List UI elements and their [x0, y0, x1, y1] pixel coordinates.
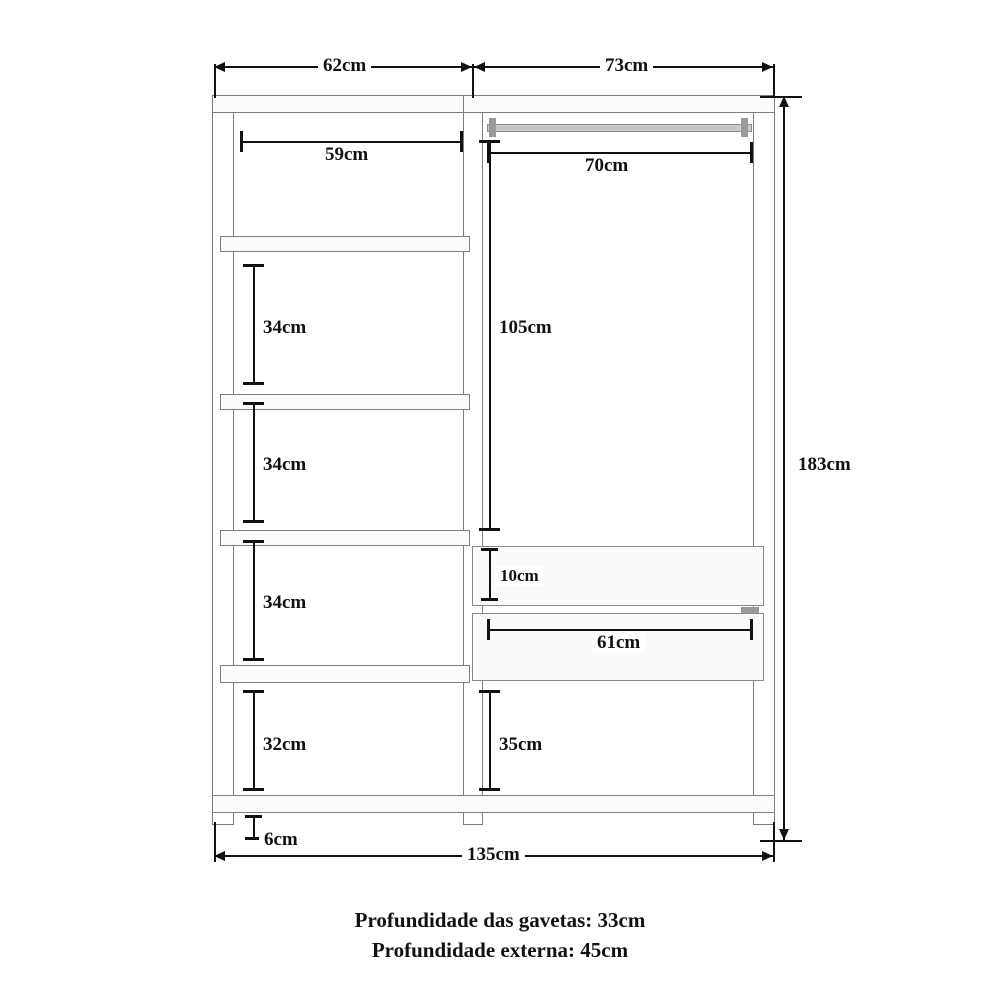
rod-support-left-icon	[489, 118, 496, 137]
dim-line-32	[253, 690, 255, 790]
tick-34-1-bottom	[243, 382, 264, 385]
tick-61-left	[487, 619, 490, 640]
label-bottom-gap-right: 35cm	[494, 735, 547, 755]
dim-line-34-3	[253, 540, 255, 660]
tick-34-3-bottom	[243, 658, 264, 661]
tick-59-right	[460, 131, 463, 152]
tick-35-bottom	[479, 788, 500, 791]
dim-line-34-1	[253, 264, 255, 384]
rod-support-right-icon	[741, 118, 748, 137]
shelf-left-3	[220, 530, 470, 546]
tick-61-right	[750, 619, 753, 640]
panel-center-divider	[463, 95, 483, 825]
dim-line-105	[489, 140, 491, 530]
label-shelf-gap-3: 34cm	[258, 593, 311, 613]
dim-line-70	[487, 152, 752, 154]
tick-6-top	[245, 815, 262, 818]
label-right-rod-inner-width: 70cm	[580, 156, 633, 176]
label-right-module-width: 73cm	[600, 56, 653, 76]
panel-right-upright	[753, 95, 775, 825]
shelf-top-right	[463, 95, 775, 113]
label-left-shelf-inner-width: 59cm	[320, 145, 373, 165]
caption-drawer-depth: Profundidade das gavetas: 33cm	[354, 908, 646, 932]
dim-line-183	[783, 96, 785, 840]
caption-external-depth: Profundidade externa: 45cm	[371, 938, 629, 962]
label-total-width: 135cm	[462, 845, 525, 865]
tick-70-right	[750, 142, 753, 163]
hanging-rod	[487, 124, 752, 132]
label-total-height: 183cm	[793, 455, 856, 475]
arrow-183-bottom-icon	[779, 829, 789, 840]
label-shelf-gap-2: 34cm	[258, 455, 311, 475]
shelf-bottom	[212, 795, 775, 813]
arrow-135-left-icon	[214, 851, 225, 861]
shelf-top-left	[212, 95, 483, 113]
tick-34-2-bottom	[243, 520, 264, 523]
shelf-left-1	[220, 236, 470, 252]
ext-line-width-right	[773, 822, 775, 862]
label-drawer-width: 61cm	[592, 633, 645, 653]
ext-line-height-bottom	[760, 840, 802, 842]
dim-line-10	[489, 548, 491, 600]
dim-line-34-2	[253, 402, 255, 522]
tick-10-top	[481, 548, 498, 551]
tick-59-left	[240, 131, 243, 152]
label-left-module-width: 62cm	[318, 56, 371, 76]
label-bottom-gap-left: 32cm	[258, 735, 311, 755]
dim-line-61	[487, 629, 752, 631]
arrow-135-right-icon	[762, 851, 773, 861]
tick-105-bottom	[479, 528, 500, 531]
arrow-62-right-icon	[461, 62, 472, 72]
dim-line-59	[240, 141, 462, 143]
tick-34-2-top	[243, 402, 264, 405]
tick-35-top	[479, 690, 500, 693]
tick-105-top	[479, 140, 500, 143]
tick-10-bottom	[481, 598, 498, 601]
tick-34-1-top	[243, 264, 264, 267]
shelf-left-4	[220, 665, 470, 683]
arrow-73-right-icon	[762, 62, 773, 72]
label-drawer-height: 10cm	[495, 566, 544, 586]
tick-32-bottom	[243, 788, 264, 791]
arrow-183-top-icon	[779, 96, 789, 107]
arrow-73-left-icon	[474, 62, 485, 72]
tick-32-top	[243, 690, 264, 693]
ext-line-right-top	[773, 64, 775, 98]
dim-line-6	[253, 815, 255, 839]
dim-line-35	[489, 690, 491, 790]
panel-left-upright	[212, 95, 234, 825]
label-base-height: 6cm	[259, 830, 303, 850]
label-shelf-gap-1: 34cm	[258, 318, 311, 338]
label-hanging-height: 105cm	[494, 318, 557, 338]
tick-34-3-top	[243, 540, 264, 543]
arrow-62-left-icon	[214, 62, 225, 72]
